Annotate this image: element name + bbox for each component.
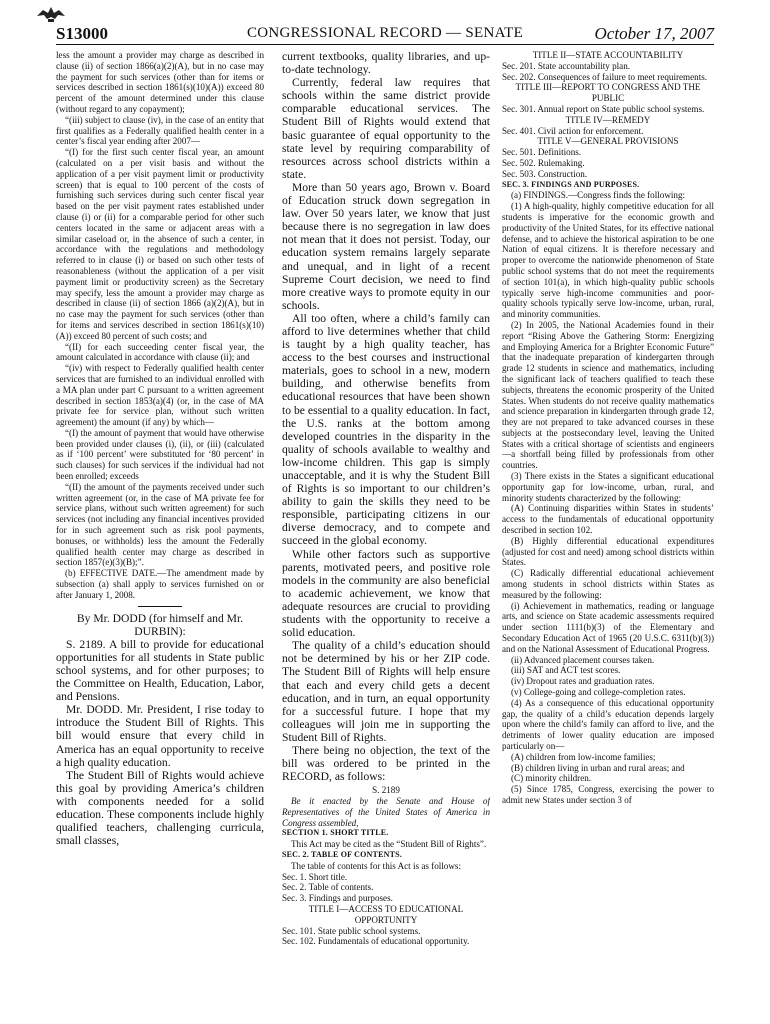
header-rule <box>56 44 714 45</box>
paragraph: (A) children from low-income families; <box>511 751 656 762</box>
paragraph: current textbooks, quality libraries, and up-to-date technology. <box>282 50 490 77</box>
toc-entry: Sec. 301. Annual report on State public school systems. <box>502 103 705 114</box>
paragraph: (5) Since 1785, Congress, exercising the power to admit new States under section 3 of <box>502 784 714 805</box>
paragraph: “(I) the amount of payment that would have otherwise been provided under clauses (i), (ii), or (iii) (calculated as if ‘100 percent’ were substituted for ‘80 percent’ in such clauses) for such services if the individual had not been enrolled; exceeds <box>56 427 264 482</box>
paragraph: (C) minority children. <box>511 773 592 784</box>
paragraph: (iv) Dropout rates and graduation rates. <box>511 676 655 687</box>
bill-number: S. 2189 <box>372 785 400 796</box>
publication-title: CONGRESSIONAL RECORD — SENATE <box>246 25 524 41</box>
column-1 <box>56 50 264 847</box>
paragraph: (2) In 2005, the National Academies found in their report “Rising Above the Gathering Storm: Energizing and Employing America for a Brighter Economic Future” that the inadequate preparation of kindergarten through grade 12 students in science and mathematics, including the significant lack of teachers qualified to teach these subjects, threatens the economic prosperity of the United States. When students do not receive quality mathematics and science preparation in kindergarten through grade 12, they are not prepared to take advanced courses in these subjects at the postsecondary level, leaving the United States with a critical shortage of scientists and engineers—a shortfall being filled by professionals from other countries. <box>502 319 714 471</box>
paragraph: The Student Bill of Rights would achieve this goal by providing America’s children with components needed for a solid education. These components include highly qualified teachers, challenging curricula, small classes, <box>56 768 264 848</box>
toc-entry: Sec. 503. Construction. <box>502 168 588 179</box>
paragraph: (4) As a consequence of this educational opportunity gap, the quality of a child’s education depends largely upon where the child’s family can afford to live, and the detriments of lower quality education are imposed particularly on— <box>502 697 714 751</box>
paragraph: More than 50 years ago, Brown v. Board of Education struck down segregation in law. Over 50 years later, we know that just because there is no segregation in law does not mean that it does not persist. Today, our education system remains largely separate and unequal, and in light of a recent Supreme Court decision, we need to find more creative ways to promote equity in our schools. <box>282 180 490 312</box>
toc-entry: Sec. 202. Consequences of failure to meet requirements. <box>502 71 708 82</box>
paragraph: (B) children living in urban and rural areas; and <box>511 762 685 773</box>
gpo-eagle-icon <box>36 4 66 24</box>
toc-title-heading: TITLE V—GENERAL PROVISIONS <box>537 136 679 147</box>
paragraph: (iii) SAT and ACT test scores. <box>511 665 621 676</box>
toc-title-heading: TITLE III—REPORT TO CONGRESS AND THE PUBLIC <box>515 82 701 104</box>
toc-entry: Sec. 502. Rulemaking. <box>502 157 585 168</box>
paragraph: The quality of a child’s education should not be determined by his or her ZIP code. The Student Bill of Rights will help ensure that each and every child gets a decent education, and in turn, an equal opportunity for a successful future. I hope that my colleagues will join me in supporting the Student Bill of Rights. <box>282 639 490 744</box>
paragraph: S. 2189. A bill to provide for educational opportunities for all students in State public school systems, and for other purposes; to the Committee on Health, Education, Labor, and Pensions. <box>56 637 264 704</box>
toc-title-heading: TITLE II—STATE ACCOUNTABILITY <box>532 50 684 60</box>
paragraph: This Act may be cited as the “Student Bill of Rights”. <box>291 839 487 850</box>
column-2 <box>282 50 490 947</box>
page-number: S13000 <box>56 24 108 43</box>
enacting-clause: Be it enacted by the Senate and House of Representatives of the United States of America in Congress assembled, <box>282 796 490 828</box>
paragraph: All too often, where a child’s family can afford to live determines whether that child is taught by a high quality teacher, has access to the best courses and instructional materials, goes to school in a new, modern building, and otherwise benefits from educational resources that have been shown to be essential to a quality education. In fact, the U.S. ranks at the bottom among developed countries in the disparity in the quality of schools available to wealthy and low-income children. This gap is simply unacceptable, and it is why the Student Bill of Rights is so important to our children’s ability to gain the skills they need to be responsible, participating citizens in our diverse democracy, and to compete and succeed in the global economy. <box>282 311 490 548</box>
toc-entry: Sec. 501. Definitions. <box>502 147 582 158</box>
toc-title-heading: TITLE I—ACCESS TO EDUCATIONAL OPPORTUNITY <box>308 904 464 925</box>
section-title: SEC. 3. FINDINGS AND PURPOSES. <box>502 179 640 189</box>
toc-entry: Sec. 3. Findings and purposes. <box>282 893 393 904</box>
paragraph: (1) A high-quality, highly competitive education for all students is imperative for the economic growth and productivity of the United States, for its effective national defense, and to achieve the historical aspiration to be one Nation of equal citizens. It is therefore necessary and proper to overcome the nationwide phenomenon of State public school systems that do not meet the requirements of section 101(a), in which high-quality public schools typically serve high-income communities and poor-quality schools typically serve low-income, urban, rural, and minority communities. <box>502 201 714 320</box>
paragraph: “(II) for each succeeding center fiscal year, the amount calculated in accordance with clause (ii); and <box>56 341 264 363</box>
paragraph: (a) FINDINGS.—Congress finds the following: <box>511 190 686 201</box>
toc-entry: Sec. 201. State accountability plan. <box>502 60 631 71</box>
paragraph: “(iv) with respect to Federally qualified health center services that are furnished to an individual enrolled with a MA plan under part C pursuant to a written agreement described in section 1853(a)(4) (or, in the case of MA private fee for service plan, without such written agreement) the amount (if any) by which— <box>56 363 264 428</box>
record-date: October 17, 2007 <box>594 24 714 43</box>
toc-entry: Sec. 2. Table of contents. <box>282 882 374 893</box>
separator-rule <box>138 606 182 607</box>
paragraph: (i) Achievement in mathematics, reading or language arts, and science on State academic assessments required under section 1111(b)(3) of the Elementary and Secondary Education Act of 1965 (20 U.S.C. 6311(b)(3)) and on the National Assessment of Educational Progress. <box>502 600 714 654</box>
toc-entry: Sec. 401. Civil action for enforcement. <box>502 125 644 136</box>
toc-entry: Sec. 1. Short title. <box>282 871 348 882</box>
paragraph: There being no objection, the text of the bill was ordered to be printed in the RECORD, as follows: <box>282 743 490 784</box>
paragraph: (C) Radically differential educational achievement among students in school districts within States as measured by the following: <box>502 568 714 600</box>
paragraph: (B) Highly differential educational expenditures (adjusted for cost and need) among school districts within States. <box>502 535 714 568</box>
paragraph: (b) EFFECTIVE DATE.—The amendment made by subsection (a) shall apply to services furnished on or after January 1, 2008. <box>56 568 264 600</box>
paragraph: (A) Continuing disparities within States in students’ access to the fundamentals of educational opportunity described in section 102. <box>502 503 714 536</box>
paragraph: (3) There exists in the States a significant educational opportunity gap for low-income, urban, rural, and minority students characterized by the following: <box>502 471 714 503</box>
paragraph: Mr. DODD. Mr. President, I rise today to introduce the Student Bill of Rights. This bill would ensure that every child in America has an equal opportunity to receive a high quality education. <box>56 703 264 769</box>
paragraph: The table of contents for this Act is as follows: <box>291 860 461 871</box>
toc-entry: Sec. 102. Fundamentals of educational opportunity. <box>282 936 470 947</box>
column-3 <box>502 50 714 806</box>
toc-title-heading: TITLE IV—REMEDY <box>565 114 651 125</box>
toc-entry: Sec. 101. State public school systems. <box>282 925 421 936</box>
paragraph: “(iii) subject to clause (iv), in the case of an entity that first qualifies as a Federally qualified health center in a center’s fiscal year ending after 2007— <box>56 114 264 147</box>
paragraph: “(I) for the first such center fiscal year, an amount (calculated on a per visit basis and without the application of a per visit payment limit or productivity screen) that is equal to 100 percent of the costs of furnishing such services during such center fiscal year based on the per visit payment rates established under clause (i) or (ii) for a comparable period for other such centers located in the same or adjacent areas with a similar caseload or, in the absence of such a center, in accordance with the regulations and methodology referred to in clause (i) or based on such other tests of reasonableness (without the application of a per visit payment limit or productivity screen) as the Secretary may specify, less the amount a provider may charge as described in clause (ii) of section 1866 (a)(2)(A), but in no case may the payment for such services (other than for items and services described in section 1861(s)(10)(A)) exceed 80 percent of such costs; and <box>56 147 264 341</box>
paragraph: less the amount a provider may charge as described in clause (ii) of section 1866(a)(2)(A), but in no case may the payment for such services (other than for items or services described in section 1861(s)(10)(A)) exceed 80 percent of the amount determined under this clause (without regard to any copayment); <box>56 50 264 114</box>
page-header <box>56 22 714 46</box>
paragraph: (ii) Advanced placement courses taken. <box>511 654 655 665</box>
section-title: SECTION 1. SHORT TITLE. <box>282 828 389 838</box>
byline: By Mr. DODD (for himself and Mr. DURBIN): <box>76 611 244 638</box>
paragraph: While other factors such as supportive parents, motivated peers, and positive role models in the community are also beneficial to academic achievement, we know that adequate resources are crucial to providing students with the opportunity to receive a solid education. <box>282 547 490 640</box>
paragraph: Currently, federal law requires that schools within the same district provide comparable educational services. The Student Bill of Rights would extend that basic guarantee of equal opportunity to the state level by requiring comparability of resources across school districts within a state. <box>282 76 490 181</box>
section-title: SEC. 2. TABLE OF CONTENTS. <box>282 850 402 860</box>
paragraph: (v) College-going and college-completion rates. <box>511 687 686 698</box>
paragraph: “(II) the amount of the payments received under such written agreement (or, in the case of MA private fee for service plans, without such written agreement) for such services (not including any financial incentives provided for in such agreement such as risk pool payments, bonuses, or withholds) less the amount the Federally qualified health center may charge as described in section 1857(e)(3)(B);”. <box>56 481 264 568</box>
